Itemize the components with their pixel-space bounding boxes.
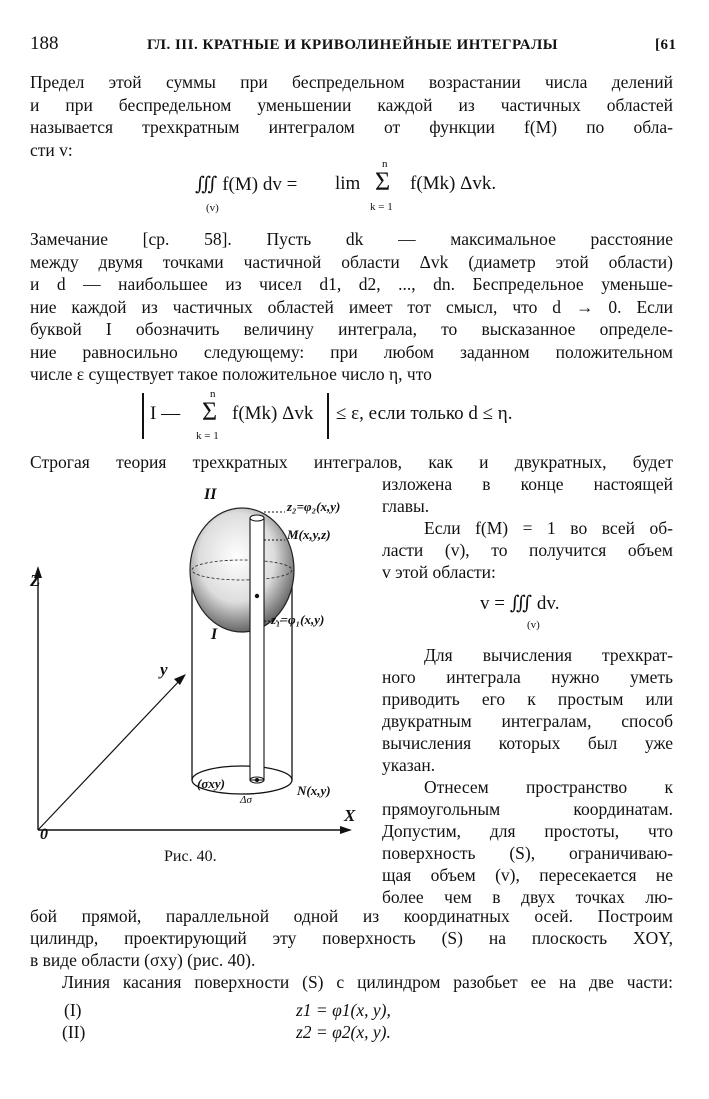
part-I-label: (I)	[64, 1000, 82, 1020]
remark-line-7: числе ε существует такое положительное число η, что	[30, 364, 432, 384]
section-number: [61	[655, 37, 677, 53]
label-II: II	[204, 486, 217, 503]
right-col2-line-10: поверхность (S), ограничиваю-	[382, 843, 673, 863]
running-title: ГЛ. III. КРАТНЫЕ И КРИВОЛИНЕЙНЫЕ ИНТЕГРАЛЫ	[147, 37, 559, 53]
right-col2-line-11: щая объем (v), пересекается не	[382, 865, 673, 885]
sum-sign: Σ	[202, 397, 218, 426]
remark-line-3: и d — наибольшее из чисел d1, d2, ..., dn. Беспредельное уменьше-	[30, 274, 673, 294]
para1-line-3: называется трехкратным интегралом от функции f(M) по обла-	[30, 117, 673, 137]
right-col2-line-12: более чем в двух точках лю-	[382, 887, 673, 907]
bottom-line-4: Линия касания поверхности (S) с цилиндром разобьет ее на две части:	[62, 972, 673, 992]
label-origin: 0	[40, 826, 48, 843]
right-col-line-4: ласти (v), то получится объем	[382, 540, 673, 560]
right-col-line-1: изложена в конце настоящей	[382, 474, 673, 494]
right-col2-line-8: прямоугольным координатам.	[382, 799, 673, 819]
remark-line-4: ние каждой из частичных областей имеет тот смысл, что d → 0. Если	[30, 297, 673, 317]
right-col2-line-6: указан.	[382, 755, 436, 775]
right-col2-line-5: вычисления которых был уже	[382, 733, 673, 753]
formula2-sum-top: n	[210, 388, 216, 400]
right-col-line-3: Если f(M) = 1 во всей об-	[424, 518, 673, 538]
remark-line-6: ние равносильно следующему: при любом заданном положительном	[30, 342, 673, 362]
part-II-equation: z2 = φ2(x, y).	[296, 1022, 391, 1042]
strict-theory-line: Строгая теория трехкратных интегралов, как и двукратных, будет	[30, 452, 673, 472]
right-col2-line-7: Отнесем пространство к	[424, 777, 673, 797]
abs-bar-right	[327, 393, 329, 439]
right-col-line-2: главы.	[382, 496, 430, 516]
label-I: I	[211, 626, 218, 643]
label-delta-sigma: Δσ	[240, 794, 252, 806]
para1-line-4: сти v:	[30, 140, 73, 160]
formula2-sum-bottom: k = 1	[196, 430, 219, 442]
formula1-sum-top: n	[382, 158, 388, 170]
formula1-left: ∭ f(M) dv =	[195, 174, 298, 195]
y-axis	[38, 678, 182, 830]
column-top	[250, 515, 264, 521]
label-Y-axis: y	[160, 660, 168, 679]
remark-line-1: Замечание [ср. 58]. Пусть dk — максимальное расстояние	[30, 229, 673, 249]
point-z1	[255, 594, 259, 598]
bottom-line-1: бой прямой, параллельной одной из координатных осей. Построим	[30, 906, 673, 926]
formula-volume: v = ∭ dv.	[480, 593, 560, 614]
right-col2-line-4: двукратным интегралам, способ	[382, 711, 673, 731]
right-col2-line-3: приводить его к простым или	[382, 689, 673, 709]
label-z1: z₁=φ₁(x,y)	[271, 612, 325, 627]
formula1-lim: lim	[335, 173, 361, 194]
para1-line-1: Предел этой суммы при беспредельном возрастании числа делений	[30, 72, 673, 92]
para1-line-2: и при беспредельном уменьшении каждой из частичных областей	[30, 95, 673, 115]
right-col2-line-9: Допустим, для простоты, что	[382, 821, 673, 841]
right-col2-line-1: Для вычисления трехкрат-	[424, 645, 673, 665]
label-Z-axis: Z	[30, 571, 41, 590]
figure-caption: Рис. 40.	[164, 848, 217, 865]
label-M: M(x,y,z)	[287, 527, 331, 542]
formula-volume-region: (v)	[527, 619, 540, 631]
point-N	[255, 778, 259, 782]
bottom-line-2: цилиндр, проектирующий эту поверхность (S) на плоскость XOY,	[30, 928, 673, 948]
label-N: N(x,y)	[297, 783, 331, 798]
remark-line-2: между двумя точками частичной области Δvk (диаметр этой области)	[30, 252, 673, 272]
formula2-left: I —	[150, 403, 181, 424]
part-I-equation: z1 = φ1(x, y),	[296, 1000, 391, 1020]
formula1-region: (v)	[206, 202, 219, 214]
page-number: 188	[30, 33, 59, 54]
abs-bar-left	[142, 393, 144, 439]
formula1-sum-bottom: k = 1	[370, 201, 393, 213]
label-X-axis: X	[344, 806, 356, 825]
x-axis-arrow	[340, 826, 352, 834]
y-axis-arrow	[174, 674, 186, 685]
bottom-line-3: в виде области (σxy) (рис. 40).	[30, 950, 256, 970]
part-II-label: (II)	[62, 1022, 86, 1042]
label-sigma: (σxy)	[197, 776, 225, 791]
label-z2: z₂=φ₂(x,y)	[287, 499, 341, 514]
formula2-body: f(Mk) Δvk	[232, 403, 314, 424]
remark-line-5: буквой I обозначить величину интеграла, то высказанное определе-	[30, 319, 673, 339]
sum-sign: Σ	[375, 167, 391, 196]
elementary-column	[250, 518, 264, 780]
formula1-right: f(Mk) Δvk.	[410, 173, 497, 194]
formula2-right: ≤ ε, если только d ≤ η.	[336, 403, 513, 424]
right-col-line-5: v этой области:	[382, 562, 496, 582]
right-col2-line-2: ного интеграла нужно уметь	[382, 667, 673, 687]
